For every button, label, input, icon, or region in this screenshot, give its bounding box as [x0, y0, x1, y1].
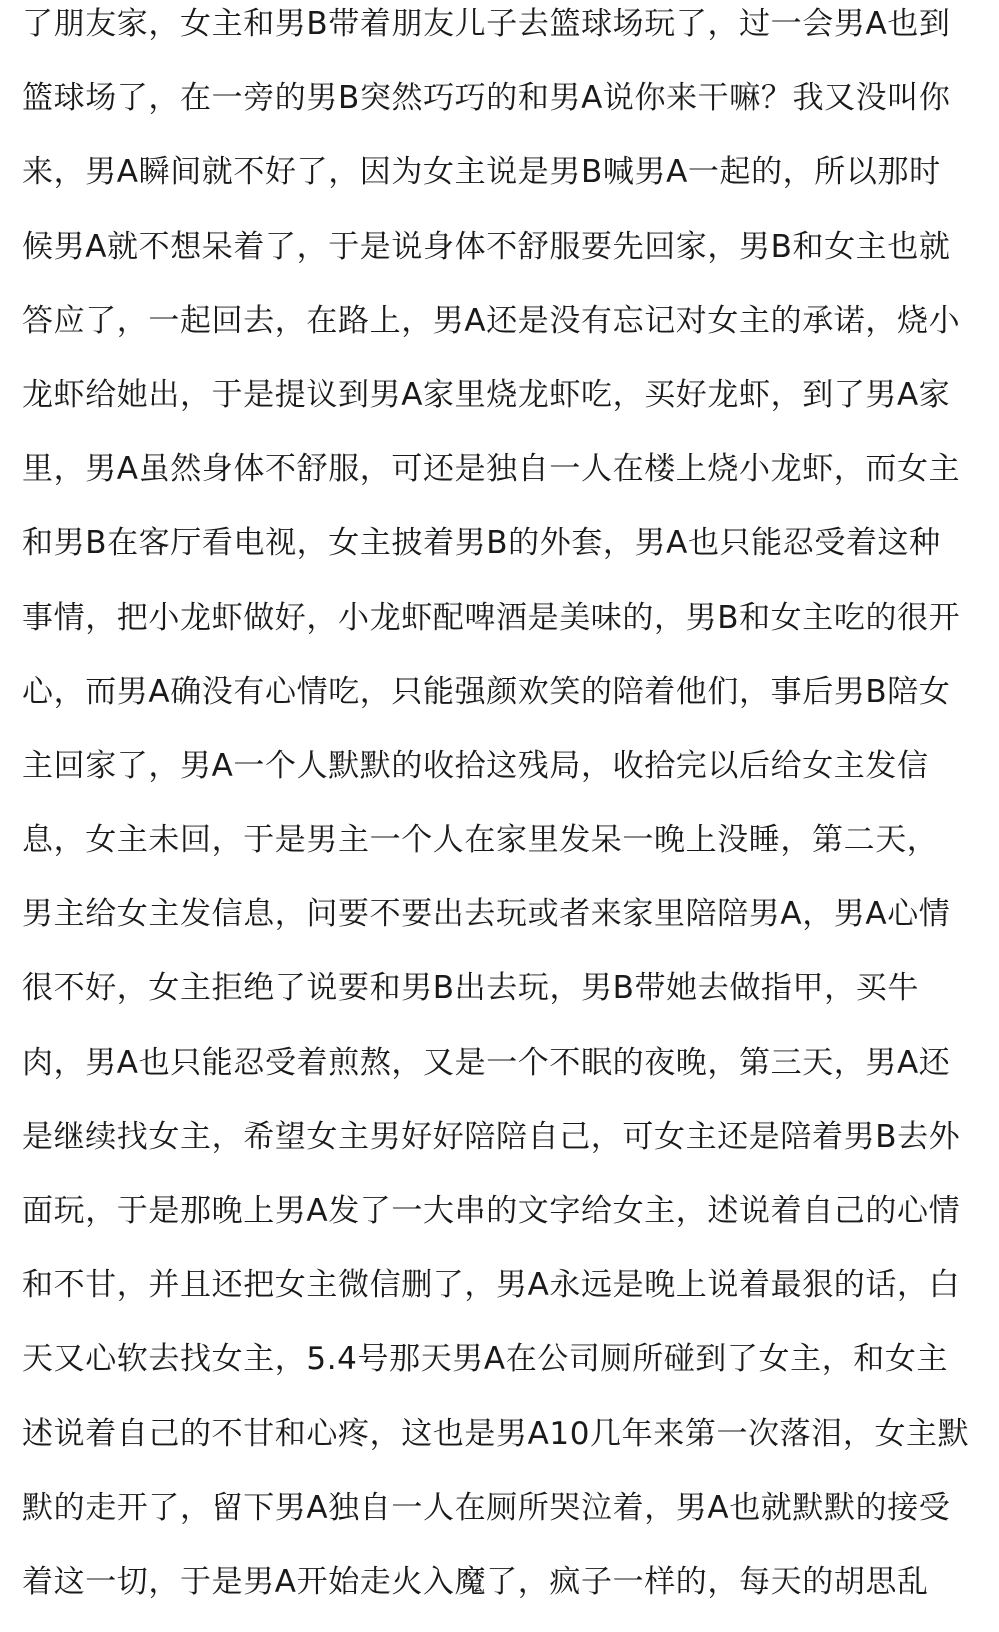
text-line: 肉，男A也只能忍受着煎熬，又是一个不眠的夜晚，第三天，男A还	[22, 1044, 951, 1081]
text-line: 和不甘，并且还把女主微信删了，男A永远是晚上说着最狠的话，白	[22, 1267, 961, 1304]
text-line: 答应了，一起回去，在路上，男A还是没有忘记对女主的承诺，烧小	[22, 302, 961, 339]
text-line: 了朋友家，女主和男B带着朋友儿子去篮球场玩了，过一会男A也到	[22, 6, 951, 42]
text-line: 述说着自己的不甘和心疼，这也是男A10几年来第一次落泪，女主默	[22, 1415, 970, 1452]
text-line: 息，女主未回，于是男主一个人在家里发呆一晚上没睡，第二天，	[22, 822, 939, 859]
text-line: 来，男A瞬间就不好了，因为女主说是男B喊男A一起的，所以那时	[22, 154, 941, 191]
text-line: 默的走开了，留下男A独自一人在厕所哭泣着，男A也就默默的接受	[22, 1489, 951, 1526]
text-line: 男主给女主发信息，问要不要出去玩或者来家里陪陪男A，男A心情	[22, 896, 951, 933]
text-line: 着这一切，于是男A开始走火入魔了，疯子一样的，每天的胡思乱	[22, 1563, 929, 1600]
text-line: 面玩，于是那晚上男A发了一大串的文字给女主，述说着自己的心情	[22, 1193, 961, 1229]
text-line: 里，男A虽然身体不舒服，可还是独自一人在楼上烧小龙虾，而女主	[22, 451, 961, 488]
text-line: 心，而男A确没有心情吃，只能强颜欢笑的陪着他们，事后男B陪女	[22, 673, 951, 710]
text-line: 主回家了，男A一个人默默的收拾这残局，收拾完以后给女主发信	[22, 747, 929, 784]
text-line: 候男A就不想呆着了，于是说身体不舒服要先回家，男B和女主也就	[22, 228, 951, 265]
text-line: 天又心软去找女主，5.4号那天男A在公司厕所碰到了女主，和女主	[22, 1341, 949, 1378]
text-line: 和男B在客厅看电视，女主披着男B的外套，男A也只能忍受着这种	[22, 525, 941, 562]
body-text	[22, 0, 992, 1632]
text-line: 龙虾给她出，于是提议到男A家里烧龙虾吃，买好龙虾，到了男A家	[22, 376, 951, 413]
text-line: 很不好，女主拒绝了说要和男B出去玩，男B带她去做指甲，买牛	[22, 970, 919, 1007]
text-line: 篮球场了，在一旁的男B突然巧巧的和男A说你来干嘛？我又没叫你	[22, 80, 951, 117]
text-line: 是继续找女主，希望女主男好好陪陪自己，可女主还是陪着男B去外	[22, 1118, 961, 1155]
text-line: 事情，把小龙虾做好，小龙虾配啤酒是美味的，男B和女主吃的很开	[22, 599, 961, 636]
